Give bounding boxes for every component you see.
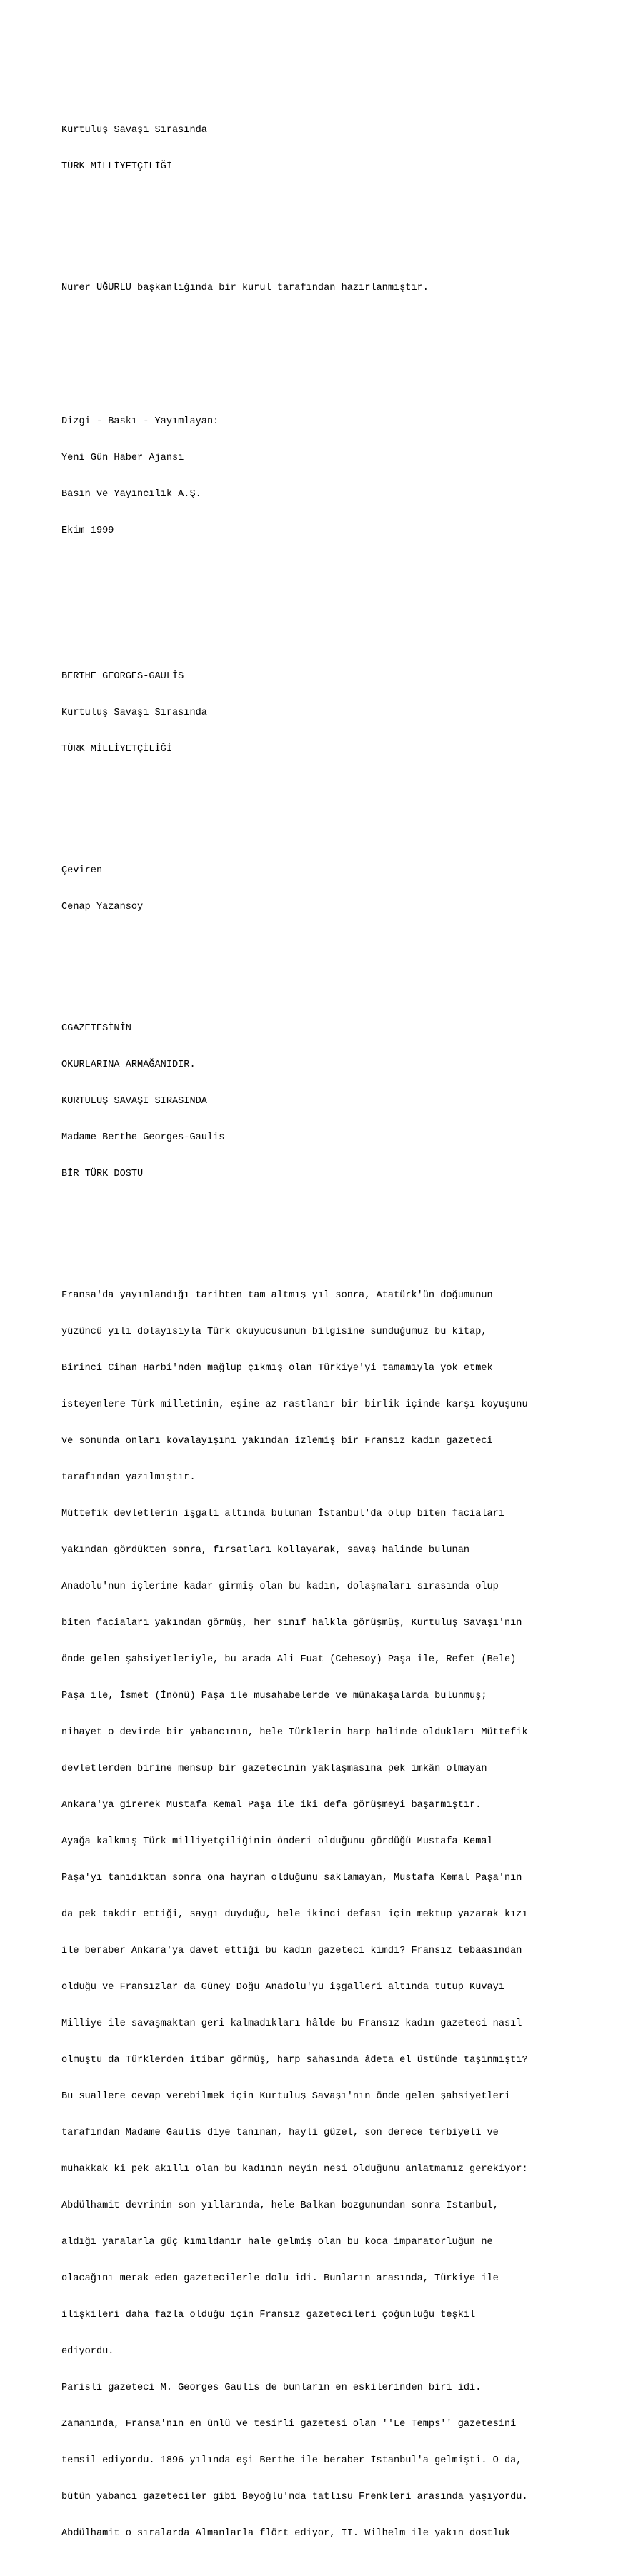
text-line: Paşa ile, İsmet (İnönü) Paşa ile musahabelerde ve münakaşalarda bulunmuş; bbox=[61, 1691, 487, 1701]
text-line: temsil ediyordu. 1896 yılında eşi Berthe ile beraber İstanbul'a gelmişti. O da, bbox=[61, 2455, 522, 2466]
text-line: ediyordu. bbox=[61, 2346, 114, 2357]
text-line: yüzüncü yılı dolayısıyla Türk okuyucusunun bilgisine sunduğumuz bu kitap, bbox=[61, 1327, 487, 1337]
title-block bbox=[61, 100, 633, 197]
dedication-block bbox=[61, 998, 633, 1204]
preparation-note bbox=[61, 258, 633, 318]
text-line: Madame Berthe Georges-Gaulis bbox=[61, 1132, 225, 1143]
text-line: Kurtuluş Savaşı Sırasında bbox=[61, 708, 207, 718]
text-line: Müttefik devletlerin işgali altında bulunan İstanbul'da olup biten faciaları bbox=[61, 1509, 504, 1519]
text-line: olmuştu da Türklerden itibar görmüş, harp sahasında âdeta el üstünde taşınmıştı? bbox=[61, 2055, 528, 2066]
text-line: Fransa'da yayımlandığı tarihten tam altmış yıl sonra, Atatürk'ün doğumunun bbox=[61, 1290, 493, 1301]
text-line: Dizgi - Baskı - Yayımlayan: bbox=[61, 416, 219, 427]
translator-block bbox=[61, 840, 633, 937]
text-line: BERTHE GEORGES-GAULİS bbox=[61, 671, 184, 682]
text-line: olacağını merak eden gazetecilerle dolu idi. Bunların arasında, Türkiye ile bbox=[61, 2273, 499, 2284]
text-line: isteyenlere Türk milletinin, eşine az rastlanır bir birlik içinde karşı koyuşunu bbox=[61, 1399, 528, 1410]
text-line: Abdülhamit o sıralarda Almanlarla flört ediyor, II. Wilhelm ile yakın dostluk bbox=[61, 2528, 511, 2539]
text-line: OKURLARINA ARMAĞANIDIR. bbox=[61, 1060, 196, 1070]
text-line: ilişkileri daha fazla olduğu için Fransız gazetecileri çoğunluğu teşkil bbox=[61, 2310, 476, 2320]
text-line: nihayet o devirde bir yabancının, hele Türklerin harp halinde oldukları Müttefik bbox=[61, 1727, 528, 1738]
text-line: Kurtuluş Savaşı Sırasında bbox=[61, 125, 207, 136]
text-line: KURTULUŞ SAVAŞI SIRASINDA bbox=[61, 1096, 207, 1107]
text-line: olduğu ve Fransızlar da Güney Doğu Anadolu'yu işgalleri altında tutup Kuvayı bbox=[61, 1982, 504, 1993]
text-line: biten faciaları yakından görmüş, her sınıf halkla görüşmüş, Kurtuluş Savaşı'nın bbox=[61, 1618, 522, 1629]
text-line: Birinci Cihan Harbi'nden mağlup çıkmış olan Türkiye'yi tamamıyla yok etmek bbox=[61, 1363, 493, 1374]
text-line: TÜRK MİLLİYETÇİLİĞİ bbox=[61, 161, 172, 172]
text-line: Milliye ile savaşmaktan geri kalmadıkları hâlde bu Fransız kadın gazeteci nasıl bbox=[61, 2018, 522, 2029]
text-line: Ankara'ya girerek Mustafa Kemal Paşa ile iki defa görüşmeyi başarmıştır. bbox=[61, 1800, 482, 1811]
text-line: BİR TÜRK DOSTU bbox=[61, 1169, 144, 1179]
text-line: ile beraber Ankara'ya davet ettiği bu kadın gazeteci kimdi? Fransız tebaasından bbox=[61, 1946, 522, 1956]
document-page bbox=[61, 76, 633, 2576]
text-line: muhakkak ki pek akıllı olan bu kadının neyin nesi olduğunu anlatmamız gerekiyor: bbox=[61, 2164, 528, 2175]
text-line: Bu suallere cevap verebilmek için Kurtuluş Savaşı'nın önde gelen şahsiyetleri bbox=[61, 2091, 511, 2102]
text-line: Basın ve Yayıncılık A.Ş. bbox=[61, 489, 201, 500]
text-line: Yeni Gün Haber Ajansı bbox=[61, 453, 184, 463]
text-line: CGAZETESİNİN bbox=[61, 1023, 131, 1034]
body-text bbox=[61, 1265, 633, 2564]
text-line: yakından gördükten sonra, fırsatları kollayarak, savaş halinde bulunan bbox=[61, 1545, 470, 1556]
text-line: TÜRK MİLLİYETÇİLİĞİ bbox=[61, 744, 172, 755]
text-line: bütün yabancı gazeteciler gibi Beyoğlu'nda tatlısu Frenkleri arasında yaşıyordu. bbox=[61, 2492, 528, 2502]
text-line: tarafından Madame Gaulis diye tanınan, hayli güzel, son derece terbiyeli ve bbox=[61, 2128, 499, 2138]
text-line: Çeviren bbox=[61, 865, 103, 876]
text-line: ve sonunda onları kovalayışını yakından izlemiş bir Fransız kadın gazeteci bbox=[61, 1436, 493, 1447]
text-line: Nurer UĞURLU başkanlığında bir kurul tarafından hazırlanmıştır. bbox=[61, 283, 429, 293]
text-line: Zamanında, Fransa'nın en ünlü ve tesirli gazetesi olan ''Le Temps'' gazetesini bbox=[61, 2419, 517, 2430]
text-line: devletlerden birine mensup bir gazetecinin yaklaşmasına pek imkân olmayan bbox=[61, 1764, 487, 1774]
text-line: önde gelen şahsiyetleriyle, bu arada Ali Fuat (Cebesoy) Paşa ile, Refet (Bele) bbox=[61, 1654, 517, 1665]
text-line: da pek takdir ettiği, saygı duyduğu, hele ikinci defası için mektup yazarak kızı bbox=[61, 1909, 528, 1920]
text-line: Ayağa kalkmış Türk milliyetçiliğinin önderi olduğunu gördüğü Mustafa Kemal bbox=[61, 1836, 493, 1847]
text-line: Anadolu'nun içlerine kadar girmiş olan bu kadın, dolaşmaları sırasında olup bbox=[61, 1581, 499, 1592]
publisher-block bbox=[61, 391, 633, 561]
text-line: Parisli gazeteci M. Georges Gaulis de bunların en eskilerinden biri idi. bbox=[61, 2383, 482, 2393]
text-line: tarafından yazılmıştır. bbox=[61, 1472, 196, 1483]
text-line: Abdülhamit devrinin son yıllarında, hele Balkan bozgunundan sonra İstanbul, bbox=[61, 2200, 499, 2211]
text-line: aldığı yaralarla güç kımıldanır hale gelmiş olan bu koca imparatorluğun ne bbox=[61, 2237, 493, 2248]
text-line: Paşa'yı tanıdıktan sonra ona hayran olduğunu saklamayan, Mustafa Kemal Paşa'nın bbox=[61, 1873, 522, 1883]
text-line: Cenap Yazansoy bbox=[61, 902, 144, 912]
text-line: Ekim 1999 bbox=[61, 525, 114, 536]
author-title-block bbox=[61, 646, 633, 780]
